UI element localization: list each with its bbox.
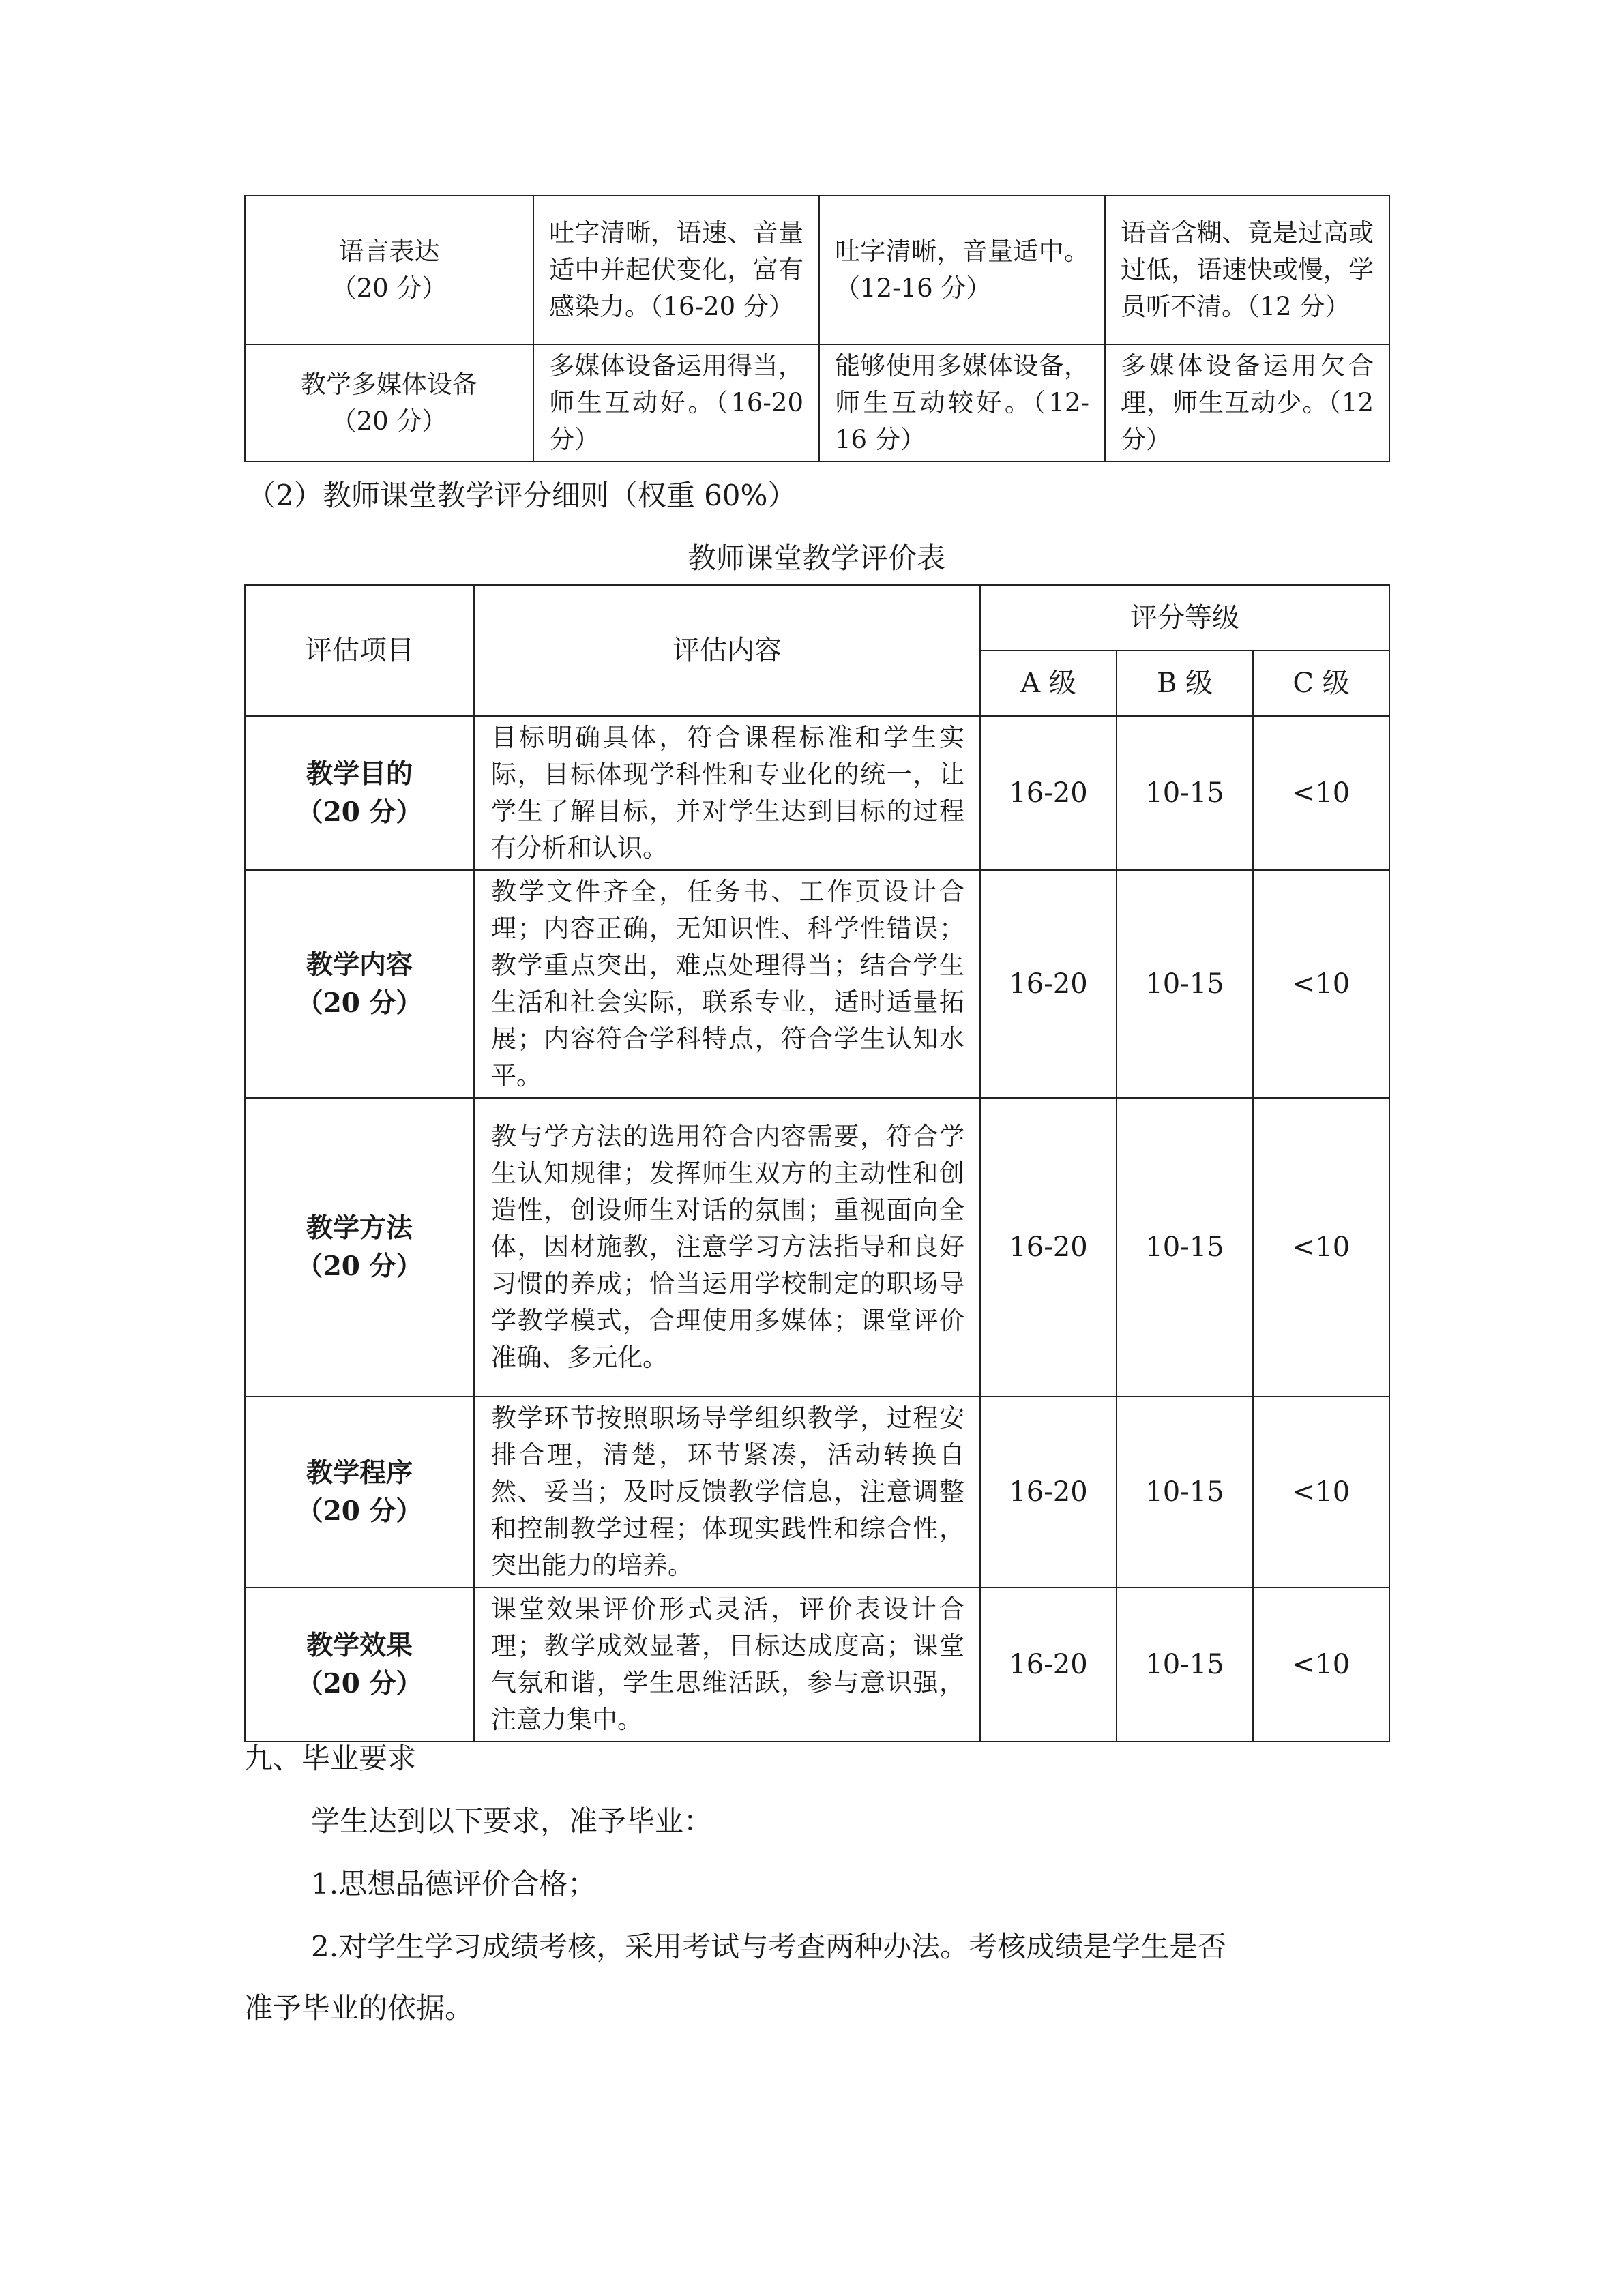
section-heading: 九、毕业要求 (244, 1742, 417, 1775)
grade-c-cell: 语音含糊、竟是过高或过低，语速快或慢，学员听不清。（12 分） (1105, 196, 1389, 344)
score-a: 16-20 (980, 716, 1117, 870)
content-cell: 教与学方法的选用符合内容需要，符合学生认知规律；发挥师生双方的主动性和创造性，创设师生对话的氛围；重视面向全体，因材施教，注意学习方法指导和良好习惯的养成；恰当运用学校制定的职场导学教学模式，合理使用多媒体；课堂评价准确、多元化。 (474, 1098, 980, 1397)
score-b: 10-15 (1117, 1397, 1253, 1587)
score-a: 16-20 (980, 1397, 1117, 1587)
header-content: 评估内容 (474, 585, 980, 716)
grade-c-cell: 多媒体设备运用欠合理，师生互动少。（12 分） (1105, 344, 1389, 462)
score-b: 10-15 (1117, 1098, 1253, 1397)
item-points: （20 分） (331, 273, 447, 303)
table-row (245, 1587, 1389, 1742)
score-c: <10 (1253, 1397, 1389, 1587)
table-row (245, 870, 1389, 1098)
item-cell (245, 1587, 474, 1742)
evaluation-table-continued (244, 195, 1390, 462)
requirement-2: 2.对学生学习成绩考核，采用考试与考查两种办法。考核成绩是学生是否 (311, 1930, 1227, 1963)
grade-a-cell: 吐字清晰，语速、音量适中并起伏变化，富有感染力。（16-20 分） (533, 196, 819, 344)
score-b: 10-15 (1117, 870, 1253, 1098)
score-c: <10 (1253, 1098, 1389, 1397)
header-grade-c: C 级 (1253, 651, 1389, 716)
table-caption: 教师课堂教学评价表 (687, 541, 945, 575)
content-cell: 课堂效果评价形式灵活，评价表设计合理；教学成效显著，目标达成度高；课堂气氛和谐，学生思维活跃，参与意识强，注意力集中。 (474, 1587, 980, 1742)
item-name: 教学程序 (306, 1457, 413, 1489)
score-c: <10 (1253, 1587, 1389, 1742)
item-cell (245, 1098, 474, 1397)
requirement-1: 1.思想品德评价合格； (311, 1867, 597, 1900)
table-row (245, 1098, 1389, 1397)
requirement-2-continued: 准予毕业的依据。 (244, 1991, 474, 2025)
grade-b-cell: 能够使用多媒体设备，师生互动较好。（12-16 分） (819, 344, 1105, 462)
subsection-title: （2）教师课堂教学评分细则（权重 60%） (247, 479, 797, 512)
table-row (245, 196, 1389, 344)
item-points: （20 分） (296, 1668, 423, 1699)
item-points: （20 分） (331, 406, 447, 436)
score-a: 16-20 (980, 1587, 1117, 1742)
item-name: 教学方法 (306, 1212, 413, 1244)
table-row (245, 716, 1389, 870)
item-name: 语言表达 (338, 237, 440, 266)
item-name: 教学效果 (306, 1630, 413, 1661)
item-name: 教学目的 (306, 758, 413, 790)
score-a: 16-20 (980, 1098, 1117, 1397)
table-row (245, 1397, 1389, 1587)
header-item: 评估项目 (245, 585, 474, 716)
item-points: （20 分） (296, 987, 423, 1019)
section-intro: 学生达到以下要求，准予毕业： (311, 1804, 713, 1838)
item-points: （20 分） (296, 1495, 423, 1527)
item-points: （20 分） (296, 796, 423, 828)
item-cell (245, 196, 533, 344)
header-grade: 评分等级 (980, 585, 1389, 651)
header-row (245, 585, 1389, 651)
table-row (245, 344, 1389, 462)
content-cell: 教学环节按照职场导学组织教学，过程安排合理，清楚，环节紧凑，活动转换自然、妥当；及时反馈教学信息，注意调整和控制教学过程；体现实践性和综合性，突出能力的培养。 (474, 1397, 980, 1587)
grade-a-cell: 多媒体设备运用得当，师生互动好。（16-20 分） (533, 344, 819, 462)
item-cell (245, 716, 474, 870)
item-cell (245, 870, 474, 1098)
content-cell: 目标明确具体，符合课程标准和学生实际，目标体现学科性和专业化的统一，让学生了解目标，并对学生达到目标的过程有分析和认识。 (474, 716, 980, 870)
item-cell (245, 1397, 474, 1587)
header-grade-b: B 级 (1117, 651, 1253, 716)
item-points: （20 分） (296, 1251, 423, 1282)
content-cell: 教学文件齐全，任务书、工作页设计合理；内容正确，无知识性、科学性错误；教学重点突出，难点处理得当；结合学生生活和社会实际，联系专业，适时适量拓展；内容符合学科特点，符合学生认知水平。 (474, 870, 980, 1098)
item-name: 教学内容 (306, 949, 413, 981)
score-b: 10-15 (1117, 1587, 1253, 1742)
header-grade-a: A 级 (980, 651, 1117, 716)
score-c: <10 (1253, 870, 1389, 1098)
grade-b-cell: 吐字清晰，音量适中。（12-16 分） (819, 196, 1105, 344)
item-name: 教学多媒体设备 (301, 370, 477, 399)
score-b: 10-15 (1117, 716, 1253, 870)
score-c: <10 (1253, 716, 1389, 870)
teaching-evaluation-table (244, 584, 1390, 1742)
score-a: 16-20 (980, 870, 1117, 1098)
item-cell (245, 344, 533, 462)
